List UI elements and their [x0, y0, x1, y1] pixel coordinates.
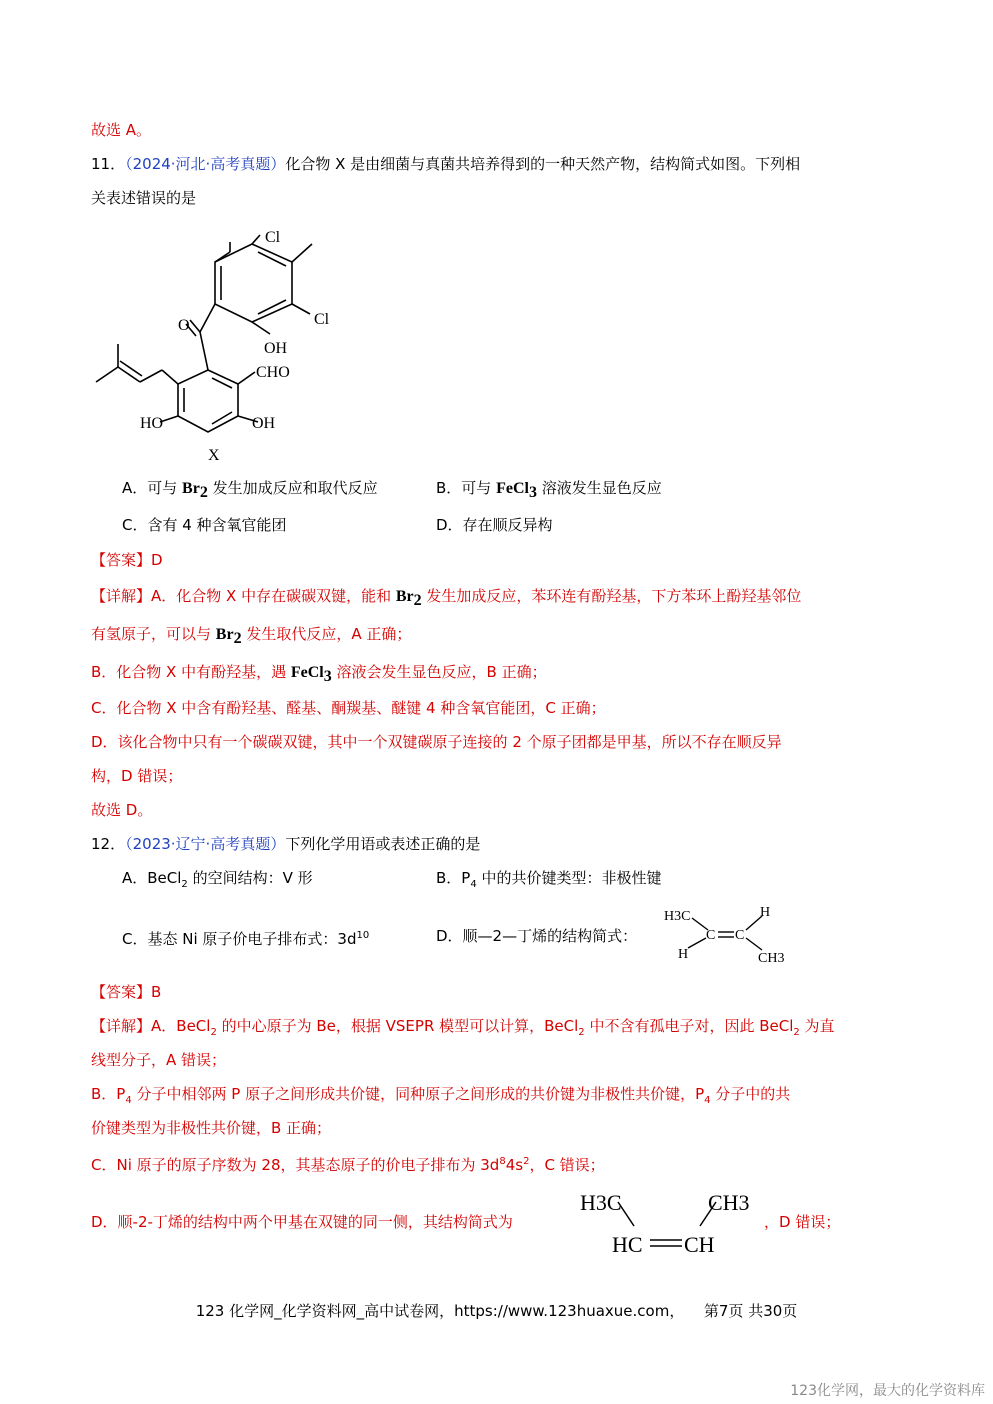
q12-a-sub: 2 [181, 879, 188, 890]
x-compound-label: X [208, 447, 220, 464]
q12-detail-a1-sub3: 2 [793, 1027, 800, 1038]
q12-answer-value: B [151, 983, 162, 1001]
watermark: 123化学网，最大的化学资料库 [790, 1383, 985, 1399]
q12-answer-tag: 【答案】 [91, 983, 152, 1001]
footer-site: 123 化学网_化学资料网_高中试卷网，https://www.123huaxue.com， [195, 1302, 685, 1320]
q11-detail-d1: D．该化合物中只有一个碳碳双键，其中一个双键碳原子连接的 2 个原子团都是甲基，所以不存在顺反异 [91, 733, 782, 751]
q12-c-sup: 10 [356, 930, 370, 941]
q11-number: 11． [91, 155, 126, 173]
q12-detail-a1-post: 为直 [799, 1017, 835, 1035]
q12-detail-b1 [91, 1084, 790, 1111]
q11-stem-line1 [91, 154, 800, 174]
compound-x-structure [90, 222, 330, 467]
q11-answer-value: D [151, 551, 163, 569]
d-h-left: H [678, 947, 689, 962]
q12-detail-b2: 价键类型为非极性共价键，B 正确； [91, 1119, 332, 1137]
q11-detail-a1-chem: Br [395, 588, 414, 605]
q12-detail-d-post: ，D 错误； [764, 1213, 841, 1231]
q11-stem-line2: 关表述错误的是 [91, 189, 197, 207]
q11-a-post: 发生加成反应和取代反应 [207, 479, 378, 497]
q12-stem [91, 834, 480, 854]
q11-source-close: ） [270, 155, 286, 173]
q12-detail-a1-sub1: 2 [210, 1027, 217, 1038]
q12-stem-text: 下列化学用语或表述正确的是 [285, 835, 481, 853]
q12-detail-a1-pre: A．BeCl [151, 1017, 211, 1035]
q12-detail-c-post: ，C 错误； [529, 1156, 605, 1174]
e-ch3: CH3 [708, 1190, 750, 1215]
q12-detail-b1-sub2: 4 [704, 1095, 711, 1106]
q11-detail-a2-chem: Br [215, 626, 234, 643]
page-footer [0, 1300, 993, 1321]
q12-detail-c-sup2: 2 [523, 1156, 530, 1167]
q11-detail-tag: 【详解】 [91, 587, 152, 605]
q12-detail-a1 [91, 1016, 835, 1043]
q12-detail-c [91, 1152, 605, 1175]
e-hc: HC [612, 1232, 643, 1257]
footer-page-number: 第7页 共30页 [703, 1302, 798, 1320]
q11-source-open: （ [125, 155, 133, 173]
prev-conclusion: 故选 A。 [91, 121, 152, 139]
q11-a-text: A．可与 [122, 479, 183, 497]
x-oh-lower: OH [252, 415, 276, 432]
q11-b-post: 溶液发生显色反应 [536, 479, 662, 497]
q12-detail-c-sup1: 8 [499, 1156, 506, 1167]
q11-b-text: B．可与 [436, 479, 497, 497]
d-c2: C [735, 928, 745, 943]
q12-detail-a1-mid: 的中心原子为 Be，根据 VSEPR 模型可以计算，BeCl [216, 1017, 579, 1035]
q11-detail-b-sub: 3 [323, 668, 332, 685]
q12-option-b [436, 868, 662, 895]
d-c1: C [706, 928, 716, 943]
x-ho: HO [140, 415, 164, 432]
q11-a-sub: 2 [199, 484, 208, 501]
q11-detail-b [91, 662, 547, 687]
q11-source: 2024·河北·高考真题 [132, 155, 271, 173]
x-cho: CHO [256, 364, 290, 381]
q11-detail-b-post: 溶液会发生显色反应，B 正确； [331, 663, 547, 681]
e-ch: CH [684, 1232, 715, 1257]
q11-detail-c: C．化合物 X 中含有酚羟基、醛基、酮羰基、醚键 4 种含氧官能团，C 正确； [91, 699, 606, 717]
q12-a-pre: A．BeCl [122, 869, 182, 887]
q11-option-c: C．含有 4 种含氧官能团 [122, 516, 287, 534]
q11-detail-a2 [91, 624, 411, 649]
q11-answer [91, 550, 163, 570]
q12-b-post: 中的共价键类型：非极性键 [476, 869, 662, 887]
q11-detail-a1-pre: A．化合物 X 中存在碳碳双键，能和 [151, 587, 396, 605]
q12-detail-a1-mid2: 中不含有孤电子对，因此 BeCl [584, 1017, 794, 1035]
q12-detail-b1-sub1: 4 [125, 1095, 132, 1106]
q12-source: 2023·辽宁·高考真题 [132, 835, 271, 853]
q12-a-post: 的空间结构：V 形 [187, 869, 313, 887]
q12-detail-c-mid: 4s [505, 1156, 524, 1174]
q12-detail-b1-pre: B．P [91, 1085, 126, 1103]
option-d-structure [660, 900, 800, 970]
q12-option-a [122, 868, 313, 895]
d-ch3: CH3 [758, 951, 785, 966]
q12-source-close: ） [270, 835, 286, 853]
x-carbonyl-o: O [178, 317, 190, 334]
q12-number: 12． [91, 835, 126, 853]
q12-answer [91, 982, 161, 1002]
x-oh-upper: OH [264, 340, 288, 357]
q12-detail-a2: 线型分子，A 错误； [91, 1051, 227, 1069]
q11-detail-a1-post: 发生加成反应，苯环连有酚羟基，下方苯环上酚羟基邻位 [421, 587, 802, 605]
q11-detail-a2-pre: 有氢原子，可以与 [91, 625, 216, 643]
detail-d-structure [578, 1186, 758, 1258]
q11-b-chem: FeCl [496, 480, 529, 497]
q11-stem-text: 化合物 X 是由细菌与真菌共培养得到的一种天然产物，结构简式如图。下列相 [285, 155, 801, 173]
q12-detail-d-pre: D．顺-2-丁烯的结构中两个甲基在双键的同一侧，其结构简式为 [91, 1213, 513, 1231]
x-cl-right: Cl [314, 311, 330, 328]
d-h-right: H [760, 905, 771, 920]
q12-c-pre: C．基态 Ni 原子价电子排布式：3d [122, 930, 357, 948]
q11-conclusion: 故选 D。 [91, 801, 153, 819]
q12-source-open: （ [125, 835, 133, 853]
q11-detail-b-pre: B．化合物 X 中有酚羟基，遇 [91, 663, 291, 681]
q12-option-c [122, 926, 369, 949]
q11-answer-tag: 【答案】 [91, 551, 152, 569]
x-cl-top: Cl [265, 229, 281, 246]
q11-detail-a2-post: 发生取代反应，A 正确； [241, 625, 412, 643]
d-h3c: H3C [664, 909, 691, 924]
q11-detail-a1-sub: 2 [413, 592, 422, 609]
q11-detail-d2: 构，D 错误； [91, 767, 183, 785]
q12-detail-a1-sub2: 2 [578, 1027, 585, 1038]
q11-option-a [122, 478, 378, 503]
q11-detail-a2-sub: 2 [233, 630, 242, 647]
q12-b-sub: 4 [470, 879, 477, 890]
e-h3c: H3C [580, 1190, 622, 1215]
q12-detail-b1-post: 分子中的共 [710, 1085, 791, 1103]
q12-b-pre: B．P [436, 869, 471, 887]
q11-b-sub: 3 [528, 484, 537, 501]
q11-detail-a1 [91, 586, 801, 611]
q12-option-d: D．顺—2—丁烯的结构简式： [436, 927, 638, 945]
q11-option-b [436, 478, 662, 503]
q11-a-chem: Br [182, 480, 200, 497]
q11-option-d: D．存在顺反异构 [436, 516, 553, 534]
q11-detail-b-chem: FeCl [290, 664, 324, 681]
q12-detail-tag: 【详解】 [91, 1017, 152, 1035]
q12-detail-b1-mid: 分子中相邻两 P 原子之间形成共价键，同种原子之间形成的共价键为非极性共价键，P [131, 1085, 705, 1103]
q12-detail-c-pre: C．Ni 原子的原子序数为 28，其基态原子的价电子排布为 3d [91, 1156, 500, 1174]
